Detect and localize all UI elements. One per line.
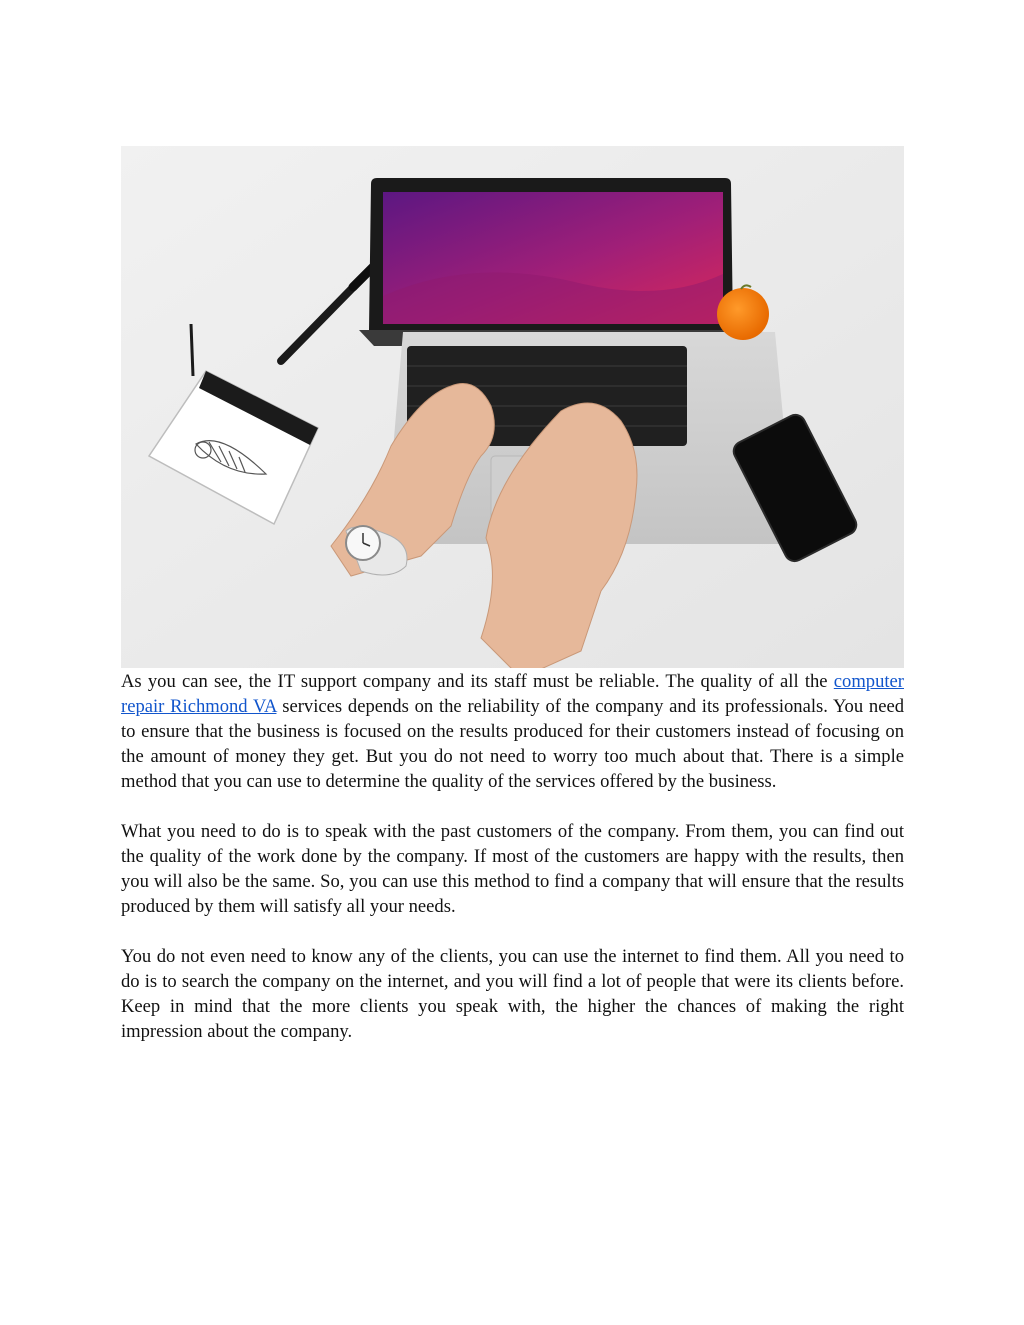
paragraph-1-text-before: As you can see, the IT support company and its staff must be reliable. The quality of all the [121, 671, 834, 692]
laptop-photo [121, 146, 904, 668]
paragraph-1-text-after: services depends on the reliability of the company and its professionals. You need to ensure that the business is focused on the results produced for their customers instead of focusing on the amount of money they get. But you do not need to worry too much about that. There is a simple method that you can use to determine the quality of the services offered by the business. [121, 696, 905, 792]
paragraph-3: You do not even need to know any of the clients, you can use the internet to find them. All you need to do is to search the company on the internet, and you will find a lot of people that were its clients before. Keep in mind that the more clients you speak with, the higher the chances of making the right impression about the company. [121, 946, 904, 1042]
paragraph-2: What you need to do is to speak with the past customers of the company. From them, you can find out the quality of the work done by the company. If most of the customers are happy with the results, then you will also be the same. So, you can use this method to find a company that will ensure that the results produced by them will satisfy all your needs. [121, 821, 904, 917]
article-body [121, 669, 904, 1069]
computer-repair-link[interactable]: computer repair Richmond VA [121, 671, 904, 717]
paragraph-1 [121, 669, 904, 794]
